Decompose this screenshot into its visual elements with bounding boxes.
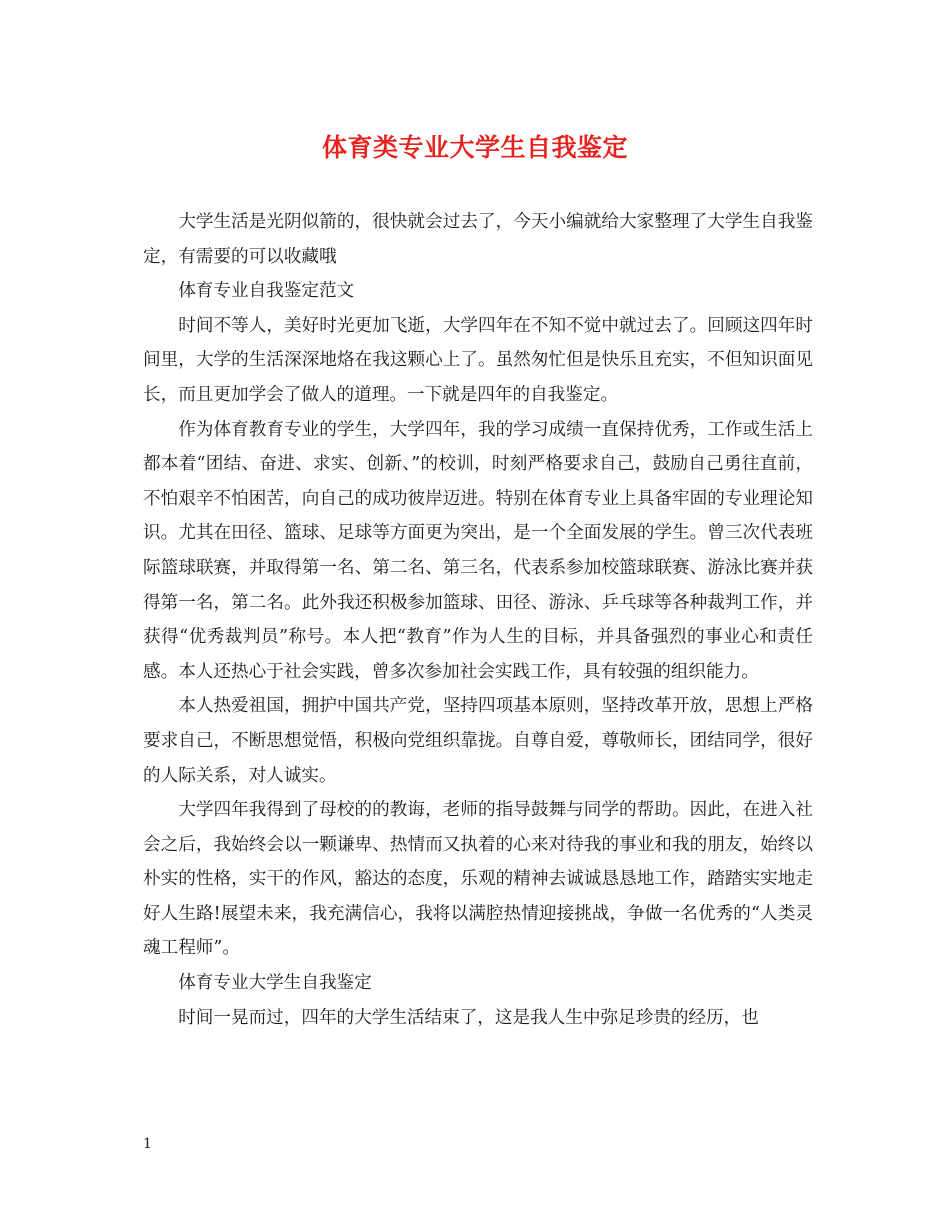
document-body bbox=[143, 205, 813, 1035]
body-paragraph: 作为体育教育专业的学生，大学四年，我的学习成绩一直保持优秀，工作或生活上都本着“团结、奋进、求实、创新、”的校训，时刻严格要求自己，鼓励自己勇往直前，不怕艰辛不怕困苦，向自己的成功彼岸迈进。特别在体育专业上具备牢固的专业理论知识。尤其在田径、篮球、足球等方面更为突出，是一个全面发展的学生。曾三次代表班际篮球联赛，并取得第一名、第二名、第三名，代表系参加校篮球联赛、游泳比赛并获得第一名，第二名。此外我还积极参加篮球、田径、游泳、乒乓球等各种裁判工作，并获得“优秀裁判员”称号。本人把“教育”作为人生的目标，并具备强烈的事业心和责任感。本人还热心于社会实践，曾多次参加社会实践工作，具有较强的组织能力。 bbox=[143, 419, 813, 682]
body-paragraph: 时间不等人，美好时光更加飞逝，大学四年在不知不觉中就过去了。回顾这四年时间里，大学的生活深深地烙在我这颗心上了。虽然匆忙但是快乐且充实，不但知识面见长，而且更加学会了做人的道理。一下就是四年的自我鉴定。 bbox=[143, 315, 813, 405]
section-heading-self-assessment: 体育专业大学生自我鉴定 bbox=[178, 973, 372, 994]
body-paragraph: 本人热爱祖国，拥护中国共产党，坚持四项基本原则，坚持改革开放，思想上严格要求自己，不断思想觉悟，积极向党组织靠拢。自尊自爱，尊敬师长，团结同学，很好的人际关系，对人诚实。 bbox=[143, 696, 813, 786]
body-paragraph: 时间一晃而过，四年的大学生活结束了，这是我人生中弥足珍贵的经历，也 bbox=[178, 1007, 759, 1028]
intro-paragraph: 大学生活是光阴似箭的，很快就会过去了，今天小编就给大家整理了大学生自我鉴定，有需要的可以收藏哦 bbox=[143, 212, 813, 267]
body-paragraph: 大学四年我得到了母校的的教诲，老师的指导鼓舞与同学的帮助。因此，在进入社会之后，我始终会以一颗谦卑、热情而又执着的心来对待我的事业和我的朋友，始终以朴实的性格，实干的作风，豁达的态度，乐观的精神去诚诚恳恳地工作，踏踏实实地走好人生路!展望未来，我充满信心，我将以满腔热情迎接挑战，争做一名优秀的“人类灵魂工程师”。 bbox=[143, 800, 813, 959]
document-title: 体育类专业大学生自我鉴定 bbox=[321, 133, 628, 162]
section-heading-sample: 体育专业自我鉴定范文 bbox=[178, 281, 355, 302]
page-number: 1 bbox=[143, 1136, 152, 1152]
